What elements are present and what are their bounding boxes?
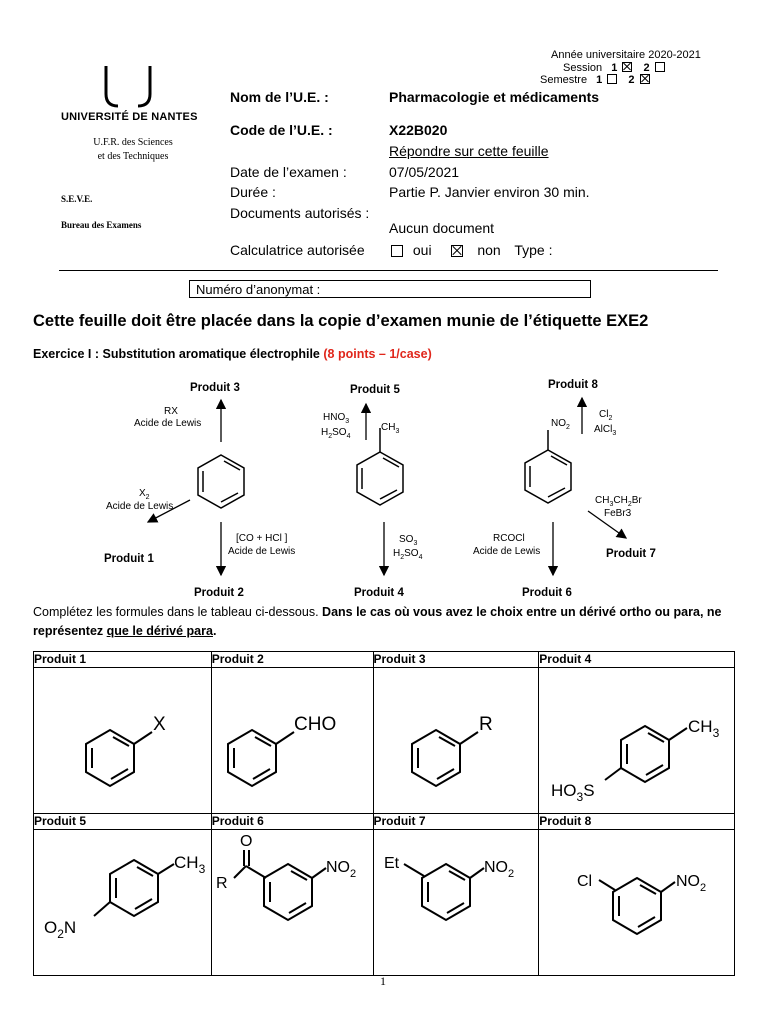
table-header-produit1: Produit 1 (34, 652, 212, 668)
table-header-produit2: Produit 2 (211, 652, 373, 668)
duration-value: Partie P. Janvier environ 30 min. (389, 184, 590, 200)
scheme-produit6-label: Produit 6 (522, 587, 572, 599)
scheme-h2so4-label-2: $H_2SO_4$ (393, 548, 423, 561)
scheme-produit8-label: Produit 8 (548, 379, 598, 391)
ufr-name: U.F.R. des Sciences et des Techniques (93, 137, 173, 162)
exam-date-value: 07/05/2021 (389, 164, 460, 180)
scheme-x2-label: $X_2$ (139, 488, 150, 501)
ue-code-label: Code de l’U.E. : (230, 122, 333, 138)
answer7-no2: $NO_2$ (483, 859, 514, 880)
table-header-produit8: Produit 8 (539, 814, 735, 830)
session-selector: Session 1 2 (563, 62, 667, 74)
scheme-produit2-label: Produit 2 (194, 587, 244, 599)
table-header-produit7: Produit 7 (373, 814, 539, 830)
calculator-options: oui non Type : (389, 242, 553, 258)
scheme-ch3ch2br-label: $CH_3CH_2Br$ (595, 495, 642, 508)
answer4-ch3: $CH_3$ (688, 717, 720, 740)
answer5-o2n: $O_2N$ (44, 918, 77, 941)
answer6-oxygen: O (239, 833, 253, 850)
university-name: UNIVERSITÉ DE NANTES (61, 111, 198, 123)
scheme-co-label: [CO + HCl ] (236, 533, 288, 544)
semestre-2-checkbox[interactable] (640, 74, 650, 84)
table-header-produit3: Produit 3 (373, 652, 539, 668)
calculator-label: Calculatrice autorisée (230, 242, 365, 258)
bureau-label: Bureau des Examens (61, 220, 142, 230)
answer8-cl: Cl (577, 873, 593, 890)
answer-cell-produit3[interactable] (373, 668, 539, 814)
ue-code-value: X22B020 (389, 122, 448, 138)
answer-table (33, 651, 735, 976)
answer4-ho3s: $HO_3S$ (551, 781, 595, 804)
scheme-rx-label: RX (164, 406, 178, 417)
scheme-produit1-label: Produit 1 (104, 553, 154, 565)
calc-non-checkbox[interactable] (451, 245, 463, 257)
answer-cell-produit6[interactable] (211, 830, 373, 976)
answer-cell-produit1[interactable] (34, 668, 212, 814)
scheme-lewis-label-2: Acide de Lewis (106, 501, 174, 512)
answer3-substituent: R (478, 714, 493, 735)
scheme-alcl3-label: AlCl$_3$ (594, 424, 617, 437)
table-row (34, 814, 735, 830)
scheme-cl2-label: $Cl_2$ (599, 409, 613, 422)
table-header-produit4: Produit 4 (539, 652, 735, 668)
answer-cell-produit4[interactable] (539, 668, 735, 814)
answer-cell-produit5[interactable] (34, 830, 212, 976)
answer5-ch3: $CH_3$ (174, 853, 206, 876)
instructions: Complétez les formules dans le tableau ci-dessous. Dans le cas où vous avez le choix entre un dérivé ortho ou para, ne représentez que le dérivé para. (33, 605, 722, 638)
scheme-lewis-label-3: Acide de Lewis (228, 546, 296, 557)
scheme-hno3-label: $HNO_3$ (323, 412, 350, 425)
answer-instruction: Répondre sur cette feuille (389, 143, 549, 159)
answer-cell-produit7[interactable] (373, 830, 539, 976)
scheme-rcocl-label: RCOCl (493, 533, 525, 544)
answer-cell-produit8[interactable] (539, 830, 735, 976)
page-number: 1 (380, 974, 386, 988)
reaction-scheme (0, 370, 768, 602)
answer-cell-produit2[interactable] (211, 668, 373, 814)
table-header-produit6: Produit 6 (211, 814, 373, 830)
anonymity-number-field[interactable]: Numéro d’anonymat : (189, 280, 591, 298)
exercise-title: Exercice I : Substitution aromatique électrophile (8 points – 1/case) (33, 347, 432, 361)
scheme-produit5-label: Produit 5 (350, 384, 400, 396)
header-divider (59, 270, 718, 271)
scheme-produit7-label: Produit 7 (606, 548, 656, 560)
scheme-produit4-label: Produit 4 (354, 587, 404, 599)
scheme-h2so4-label: $H_2SO_4$ (321, 427, 351, 440)
ue-name-label: Nom de l’U.E. : (230, 89, 329, 105)
main-title: Cette feuille doit être placée dans la copie d’examen munie de l’étiquette EXE2 (33, 312, 649, 330)
answer6-r: R (215, 875, 228, 892)
university-logo-icon (100, 64, 160, 108)
answer6-no2: $NO_2$ (325, 859, 356, 880)
table-row (34, 652, 735, 668)
documents-value: Aucun document (389, 220, 495, 236)
semestre-selector: Semestre 1 2 (540, 74, 652, 86)
answer7-et: Et (383, 855, 399, 872)
scheme-produit3-label: Produit 3 (190, 382, 240, 394)
calc-oui-checkbox[interactable] (391, 245, 403, 257)
scheme-lewis-label-1: Acide de Lewis (134, 418, 202, 429)
academic-year: Année universitaire 2020-2021 (551, 49, 701, 61)
scheme-so3-label: $SO_3$ (399, 534, 418, 547)
ue-name-value: Pharmacologie et médicaments (389, 89, 600, 105)
table-row (34, 830, 735, 976)
duration-label: Durée : (230, 184, 276, 200)
scheme-ch3-label: $CH_3$ (381, 422, 400, 435)
table-row (34, 668, 735, 814)
exam-date-label: Date de l’examen : (230, 164, 347, 180)
scheme-febr3-label: FeBr3 (604, 508, 632, 519)
session-2-checkbox[interactable] (655, 62, 665, 72)
documents-label: Documents autorisés : (230, 205, 370, 221)
answer8-no2: $NO_2$ (676, 873, 707, 894)
session-1-checkbox[interactable] (622, 62, 632, 72)
answer2-substituent: CHO (293, 714, 336, 735)
answer1-substituent: X (153, 714, 166, 735)
scheme-lewis-label-4: Acide de Lewis (473, 546, 541, 557)
table-header-produit5: Produit 5 (34, 814, 212, 830)
scheme-no2-label: $NO_2$ (551, 418, 570, 431)
semestre-1-checkbox[interactable] (607, 74, 617, 84)
seve-label: S.E.V.E. (61, 194, 93, 204)
